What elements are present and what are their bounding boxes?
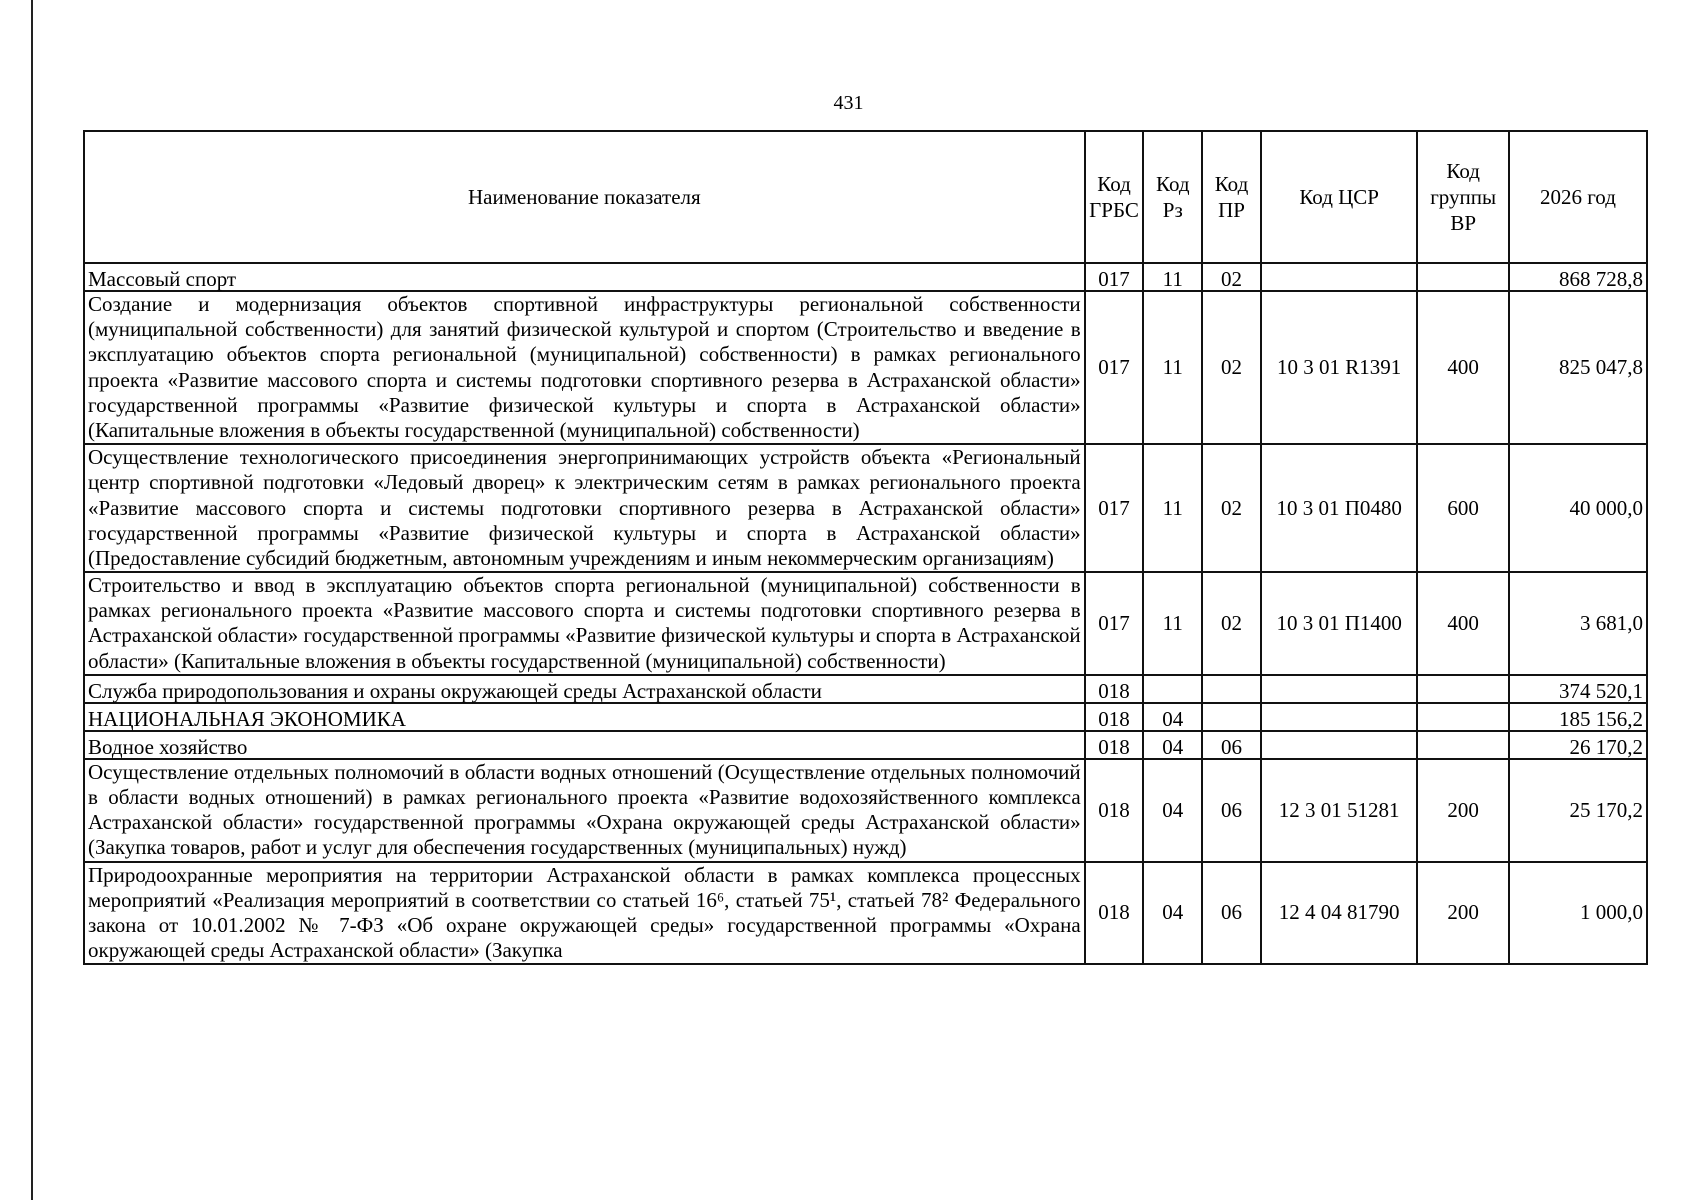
row-grbs: 017 (1085, 291, 1144, 444)
page-margin-line (31, 0, 33, 1200)
row-name: Осуществление технологического присоединения энергопринимающих устройств объекта «Региональный центр спортивной подготовки «Ледовый дворец» к электрическим сетям в рамках регионального проекта «Развитие массового спорта и системы подготовки спортивного резерва в Астраханской области» государственной программы «Развитие физической культуры и спорта в Астраханской области» (Предоставление субсидий бюджетным, автономным учреждениям и иным некоммерческим организациям) (84, 444, 1085, 572)
row-vr: 600 (1417, 444, 1508, 572)
row-vr (1417, 675, 1508, 703)
row-pr: 02 (1202, 291, 1261, 444)
budget-table (83, 130, 1648, 965)
row-pr: 02 (1202, 263, 1261, 291)
row-amount: 1 000,0 (1509, 862, 1647, 965)
row-name: Водное хозяйство (84, 731, 1085, 759)
row-vr: 200 (1417, 759, 1508, 862)
row-name: Массовый спорт (84, 263, 1085, 291)
row-rz: 11 (1143, 444, 1202, 572)
table-row (84, 675, 1647, 703)
row-name: Служба природопользования и охраны окружающей среды Астраханской области (84, 675, 1085, 703)
row-vr (1417, 703, 1508, 731)
row-amount: 868 728,8 (1509, 263, 1647, 291)
row-grbs: 018 (1085, 675, 1144, 703)
table-header (84, 131, 1647, 263)
row-pr: 06 (1202, 862, 1261, 965)
row-grbs: 018 (1085, 759, 1144, 862)
header-vr: Код группы ВР (1417, 131, 1508, 263)
row-csr: 10 3 01 П1400 (1261, 572, 1418, 675)
row-name: Природоохранные мероприятия на территории Астраханской области в рамках комплекса процессных мероприятий «Реализация мероприятий в соответствии со статьей 16⁶, статьей 75¹, статьей 78² Федерального закона от 10.01.2002 № 7-ФЗ «Об охране окружающей среды» государственной программы «Охрана окружающей среды Астраханской области» (Закупка (84, 862, 1085, 965)
row-pr: 02 (1202, 444, 1261, 572)
row-csr: 10 3 01 R1391 (1261, 291, 1418, 444)
page-number: 431 (833, 92, 864, 114)
row-grbs: 017 (1085, 444, 1144, 572)
table-body (84, 263, 1647, 964)
table-row (84, 263, 1647, 291)
row-grbs: 018 (1085, 703, 1144, 731)
row-csr (1261, 675, 1418, 703)
header-year: 2026 год (1509, 131, 1647, 263)
row-rz: 11 (1143, 263, 1202, 291)
row-name: НАЦИОНАЛЬНАЯ ЭКОНОМИКА (84, 703, 1085, 731)
table-row (84, 444, 1647, 572)
row-vr: 200 (1417, 862, 1508, 965)
row-rz: 04 (1143, 703, 1202, 731)
row-pr (1202, 703, 1261, 731)
row-name: Осуществление отдельных полномочий в области водных отношений (Осуществление отдельных полномочий в области водных отношений) в рамках регионального проекта «Развитие водохозяйственного комплекса Астраханской области» государственной программы «Охрана окружающей среды Астраханской области» (Закупка товаров, работ и услуг для обеспечения государственных (муниципальных) нужд) (84, 759, 1085, 862)
row-grbs: 018 (1085, 862, 1144, 965)
row-grbs: 018 (1085, 731, 1144, 759)
row-amount: 374 520,1 (1509, 675, 1647, 703)
row-pr: 06 (1202, 759, 1261, 862)
row-amount: 40 000,0 (1509, 444, 1647, 572)
header-grbs: Код ГРБС (1085, 131, 1144, 263)
row-pr (1202, 675, 1261, 703)
table-row (84, 759, 1647, 862)
header-row (84, 131, 1647, 263)
row-amount: 825 047,8 (1509, 291, 1647, 444)
row-amount: 26 170,2 (1509, 731, 1647, 759)
table-row (84, 572, 1647, 675)
row-amount: 25 170,2 (1509, 759, 1647, 862)
row-rz: 11 (1143, 572, 1202, 675)
header-rz: Код Рз (1143, 131, 1202, 263)
row-vr: 400 (1417, 291, 1508, 444)
row-csr (1261, 263, 1418, 291)
table-row (84, 291, 1647, 444)
row-amount: 185 156,2 (1509, 703, 1647, 731)
row-rz: 04 (1143, 862, 1202, 965)
row-csr: 12 3 01 51281 (1261, 759, 1418, 862)
table-row (84, 703, 1647, 731)
row-csr (1261, 703, 1418, 731)
row-amount: 3 681,0 (1509, 572, 1647, 675)
row-rz: 04 (1143, 731, 1202, 759)
row-rz: 04 (1143, 759, 1202, 862)
row-grbs: 017 (1085, 263, 1144, 291)
row-csr: 10 3 01 П0480 (1261, 444, 1418, 572)
table-row (84, 862, 1647, 965)
row-rz (1143, 675, 1202, 703)
row-vr (1417, 731, 1508, 759)
row-vr (1417, 263, 1508, 291)
header-pr: Код ПР (1202, 131, 1261, 263)
header-csr: Код ЦСР (1261, 131, 1418, 263)
row-rz: 11 (1143, 291, 1202, 444)
row-vr: 400 (1417, 572, 1508, 675)
row-pr: 06 (1202, 731, 1261, 759)
row-name: Строительство и ввод в эксплуатацию объектов спорта региональной (муниципальной) собственности в рамках регионального проекта «Развитие массового спорта и системы подготовки спортивного резерва в Астраханской области» государственной программы «Развитие физической культуры и спорта в Астраханской области» (Капитальные вложения в объекты государственной (муниципальной) собственности) (84, 572, 1085, 675)
header-name: Наименование показателя (84, 131, 1085, 263)
row-name: Создание и модернизация объектов спортивной инфраструктуры региональной собственности (муниципальной собственности) для занятий физической культурой и спортом (Строительство и введение в эксплуатацию объектов спорта региональной (муниципальной) собственности) в рамках регионального проекта «Развитие массового спорта и системы подготовки спортивного резерва в Астраханской области» государственной программы «Развитие физической культуры и спорта в Астраханской области» (Капитальные вложения в объекты государственной (муниципальной) собственности) (84, 291, 1085, 444)
row-grbs: 017 (1085, 572, 1144, 675)
row-csr: 12 4 04 81790 (1261, 862, 1418, 965)
table-row (84, 731, 1647, 759)
row-pr: 02 (1202, 572, 1261, 675)
row-csr (1261, 731, 1418, 759)
